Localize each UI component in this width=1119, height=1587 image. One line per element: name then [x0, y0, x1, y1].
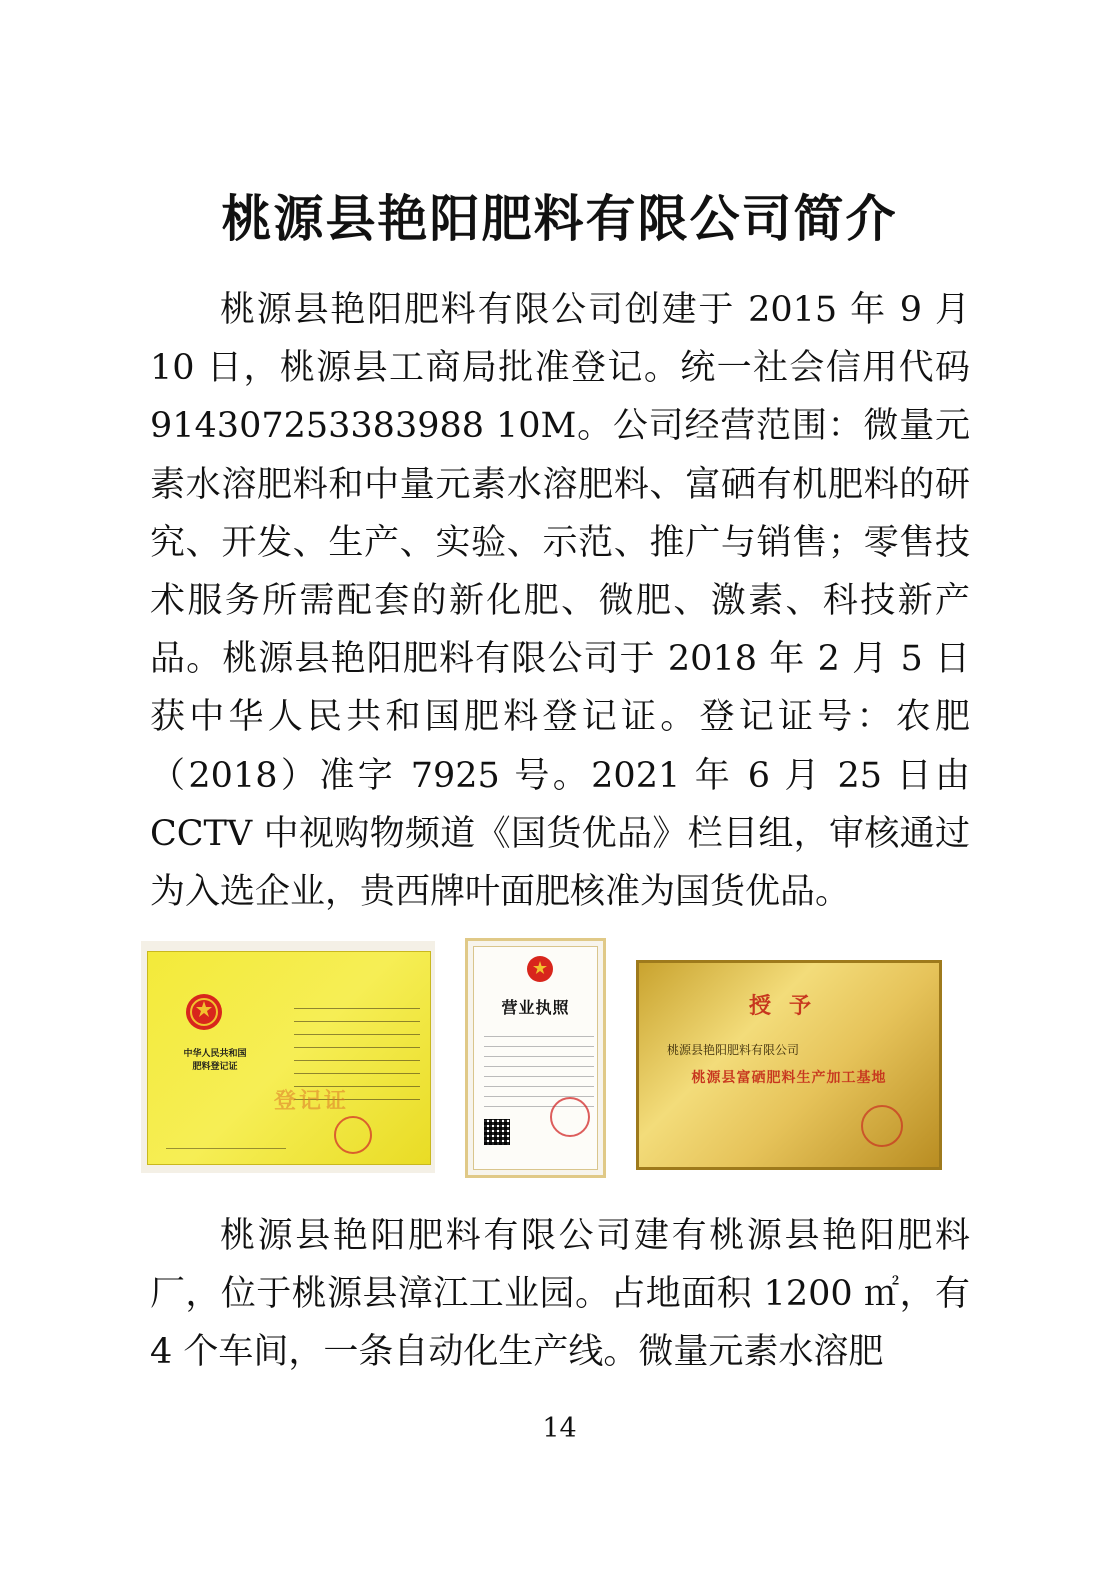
business-license-image: [465, 938, 606, 1178]
fertilizer-registration-certificate-image: [141, 941, 435, 1173]
certificate-title-line2: 肥料登记证: [192, 1062, 238, 1072]
national-emblem-icon: [184, 992, 224, 1032]
award-plaque-image: [636, 960, 942, 1170]
page-title: 桃源县艳阳肥料有限公司简介: [221, 189, 898, 248]
official-seal-icon: [334, 1116, 372, 1154]
factory-paragraph: 桃源县艳阳肥料有限公司建有桃源县艳阳肥料厂，位于桃源县漳江工业园。占地面积 1200 ㎡，有 4 个车间，一条自动化生产线。微量元素水溶肥: [150, 1216, 970, 1373]
official-seal-icon: [550, 1097, 590, 1137]
plaque-honor: 桃源县富硒肥料生产加工基地: [691, 1070, 887, 1086]
plaque-recipient: 桃源县艳阳肥料有限公司: [667, 1043, 800, 1057]
plaque-title: 授予: [748, 994, 829, 1019]
qr-code-icon: [484, 1119, 510, 1145]
certificate-panel: [147, 951, 431, 1165]
certificate-title-line1: 中华人民共和国: [183, 1049, 247, 1059]
license-text-lines: [484, 1027, 594, 1107]
official-seal-icon: [861, 1105, 903, 1147]
license-panel: [473, 946, 598, 1170]
intro-paragraph: 桃源县艳阳肥料有限公司创建于 2015 年 9 月 10 日，桃源县工商局批准登记。统一社会信用代码 914307253383988 10M。公司经营范围：微量元素水溶肥料和中量元素水溶肥料、富硒有机肥料的研究、开发、生产、实验、示范、推广与销售；零售技术服务所需配套的新化肥、微肥、激素、科技新产品。桃源县艳阳肥料有限公司于 2018 年 2 月 5 日获中华人民共和国肥料登记证。登记证号：农肥（2018）准字 7925 号。2021 年 6 月 25 日由 CCTV 中视购物频道《国货优品》栏目组，审核通过为入选企业，贵西牌叶面肥核准为国货优品。: [150, 290, 970, 913]
certificate-title: [160, 1048, 270, 1074]
page-number: 14: [542, 1413, 577, 1444]
certificate-watermark: 登记证: [274, 1089, 350, 1114]
national-emblem-icon: [526, 955, 554, 983]
certificate-footer-line: [166, 1148, 286, 1149]
license-title: 营业执照: [501, 998, 570, 1017]
